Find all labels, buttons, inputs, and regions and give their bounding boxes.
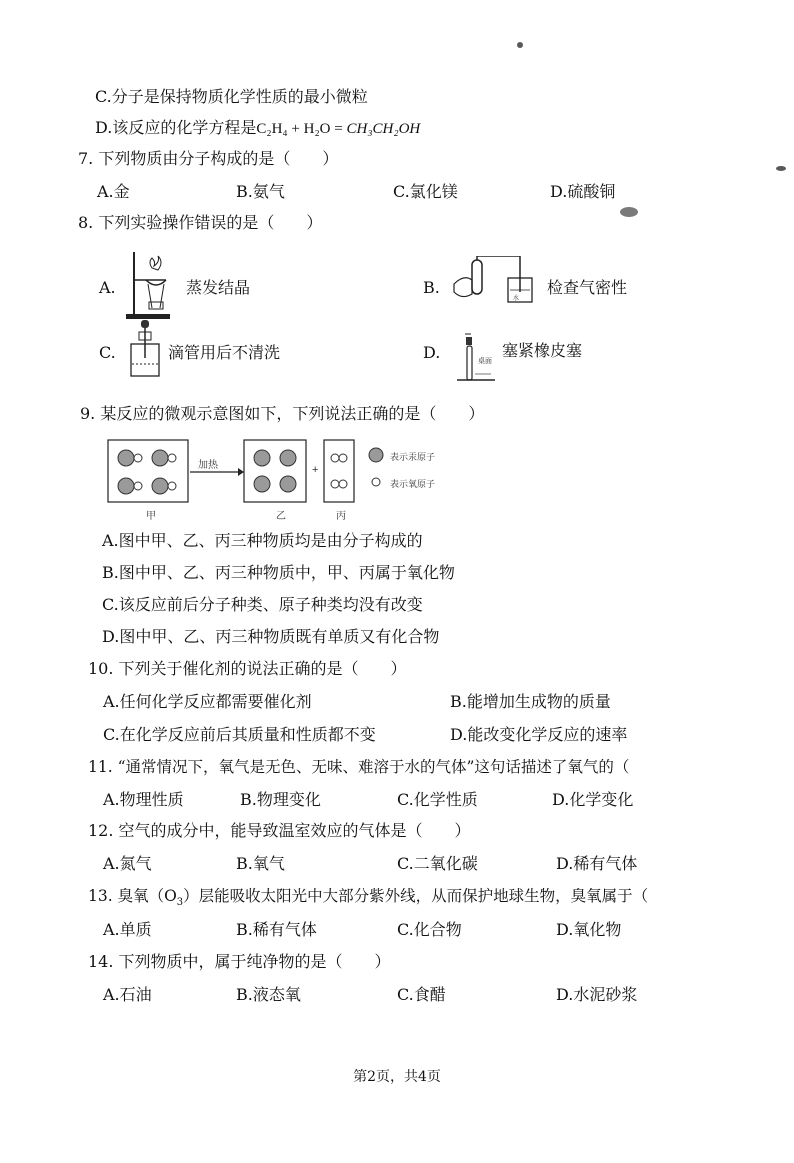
q7-option-c: C.氯化镁 [393,182,458,201]
q11-option-b: B.物理变化 [240,790,321,809]
q10-option-d: D.能改变化学反应的速率 [450,725,628,744]
q7-option-d: D.硫酸铜 [550,182,616,201]
legend-mercury-atom-icon [367,446,385,464]
q10-option-b: B.能增加生成物的质量 [450,692,611,711]
legend-oxygen-label: 表示氧原子 [390,479,436,489]
q13-option-d: D.氧化物 [556,920,622,939]
legend-mercury-label: 表示汞原子 [390,452,436,462]
q14-option-b: B.液态氧 [236,985,301,1004]
q12-stem: 12. 空气的成分中，能导致温室效应的气体是（ ） [88,821,471,840]
q13-option-a: A.单质 [103,920,152,939]
legend-oxygen-atom-icon [370,476,382,488]
dropper-bottle-figure [125,318,165,380]
q10-option-c: C.在化学反应前后其质量和性质都不变 [103,725,376,744]
desk-label: 桌面 [478,358,492,365]
q8-option-d-letter: D. [423,343,441,362]
q6-option-d [95,118,420,139]
scan-smudge [776,166,786,171]
q9-option-d: D.图中甲、乙、丙三种物质既有单质又有化合物 [102,627,440,646]
svg-text:水: 水 [513,295,520,302]
q13-option-c: C.化合物 [397,920,462,939]
q11-option-c: C.化学性质 [397,790,478,809]
q8-option-c-letter: C. [99,343,116,362]
q13-option-b: B.稀有气体 [236,920,317,939]
q12-option-d: D.稀有气体 [556,854,638,873]
q7-option-b: B.氨气 [236,182,285,201]
q13-stem-prefix: 13. 臭氧（O [88,887,177,905]
scan-smudge [517,42,523,48]
label-yi: 乙 [276,511,286,522]
plus-sign: + [312,464,319,476]
q14-option-c: C.食醋 [397,985,446,1004]
q11-stem: 11. “通常情况下，氧气是无色、无味、难溶于水的气体”这句话描述了氧气的（ [88,758,630,776]
q10-stem: 10. 下列关于催化剂的说法正确的是（ ） [88,659,407,678]
q6-equation-rhs: CH₃CH₂OH [346,121,421,137]
q7-option-a: A.金 [97,182,130,201]
label-jia: 甲 [146,511,156,522]
q7-stem: 7. 下列物质由分子构成的是（ ） [78,149,339,168]
q6-equation-lhs: C₂H₄ + H₂O = [256,121,347,137]
q14-option-d: D.水泥砂浆 [556,985,638,1004]
page-footer: 第2页，共4页 [353,1069,441,1085]
q6-option-d-prefix: D.该反应的化学方程是 [95,118,257,137]
q9-stem: 9. 某反应的微观示意图如下，下列说法正确的是（ ） [80,404,485,423]
q13-stem [88,886,648,913]
q12-option-a: A.氮气 [103,854,152,873]
q8-option-a-letter: A. [99,278,116,297]
q8-stem: 8. 下列实验操作错误的是（ ） [78,213,323,232]
q8-option-b-text: 检查气密性 [547,278,628,297]
q8-option-c-text: 滴管用后不清洗 [168,343,281,362]
q14-stem: 14. 下列物质中，属于纯净物的是（ ） [88,952,391,971]
evaporation-apparatus-figure [122,250,182,322]
reaction-micro-diagram [102,436,360,504]
q8-option-d-text: 塞紧橡皮塞 [502,341,583,360]
label-bing: 丙 [336,511,346,522]
q12-option-b: B.氧气 [236,854,285,873]
q11-option-d: D.化学变化 [552,790,634,809]
q12-option-c: C.二氧化碳 [397,854,478,873]
q10-option-a: A.任何化学反应都需要催化剂 [103,692,312,711]
q6-option-c: C.分子是保持物质化学性质的最小微粒 [95,87,368,106]
q13-stem-suffix: ）层能吸收太阳光中大部分紫外线，从而保护地球生物，臭氧属于（ [183,887,649,905]
heating-label: 加热 [198,460,218,471]
q8-option-b-letter: B. [423,278,440,297]
q9-option-a: A.图中甲、乙、丙三种物质均是由分子构成的 [102,531,423,550]
q14-option-a: A.石油 [103,985,152,1004]
q13-ozone-subscript: 3 [176,897,184,909]
airtightness-check-figure [452,256,540,306]
stopper-test-tube-figure [455,332,499,384]
q9-option-c: C.该反应前后分子种类、原子种类均没有改变 [102,595,423,614]
q11-option-a: A.物理性质 [103,790,184,809]
q9-option-b: B.图中甲、乙、丙三种物质中，甲、丙属于氧化物 [102,563,455,582]
scan-smudge [620,207,638,217]
q8-option-a-text: 蒸发结晶 [186,278,251,297]
